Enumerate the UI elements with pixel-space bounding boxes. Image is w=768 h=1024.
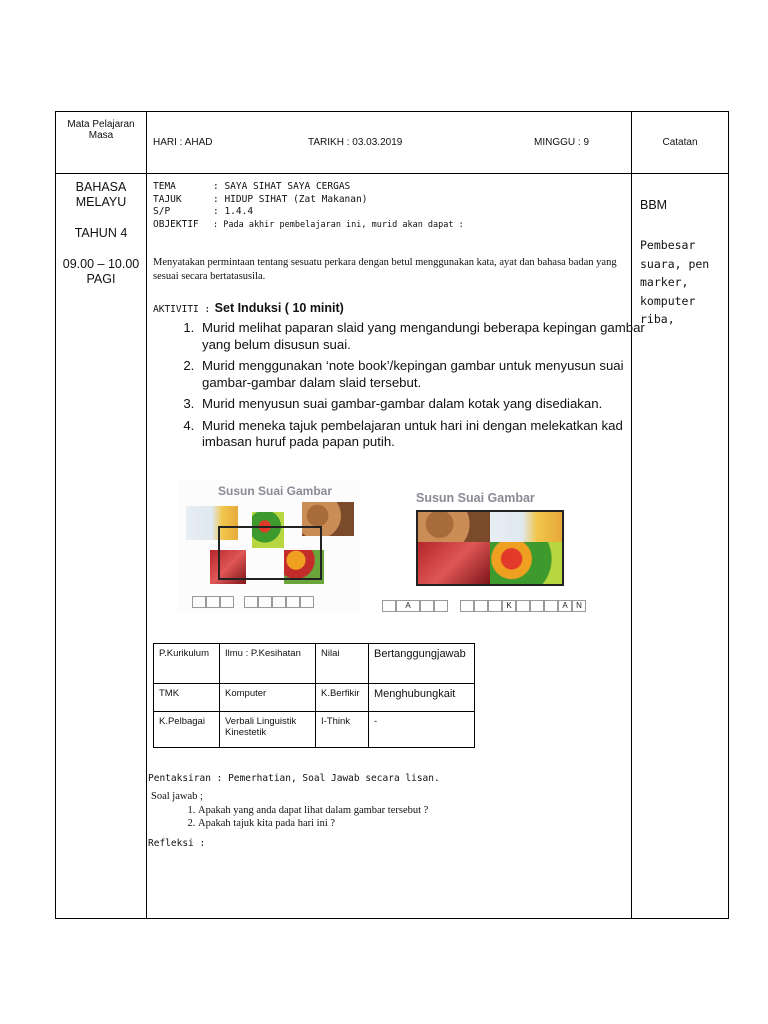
letter-box (220, 596, 234, 608)
letter-box: N (572, 600, 586, 612)
info-row (153, 206, 464, 219)
question-item: 1. Apakah yang anda dapat lihat dalam gambar tersebut ? (198, 804, 428, 817)
letter-box (530, 600, 544, 612)
table-divider-1 (146, 111, 147, 919)
year-label: TAHUN 4 (74, 226, 128, 240)
table-cell: TMK (154, 684, 220, 712)
assessment-text: Pentaksiran : Pemerhatian, Soal Jawab secara lisan. (148, 773, 440, 784)
curriculum-table (153, 643, 475, 748)
letter-box (286, 596, 300, 608)
table-cell: K.Berfikir (316, 684, 369, 712)
slide-image-right (380, 488, 580, 616)
activity-step: 2. Murid menggunakan ‘note book’/kepingan gambar untuk menyusun suai gambar-gambar dalam slaid tersebut. (198, 358, 660, 391)
info-label: TAJUK (153, 193, 182, 205)
info-label: OBJEKTIF (153, 218, 199, 230)
letter-box (544, 600, 558, 612)
soal-label: Soal jawab ; (151, 791, 203, 802)
table-cell: Komputer (220, 684, 316, 712)
question-list (158, 804, 428, 830)
slide-left-title: Susun Suai Gambar (218, 484, 333, 498)
slide-right-title: Susun Suai Gambar (416, 491, 535, 505)
table-border-bottom (55, 918, 729, 919)
letter-box (420, 600, 434, 612)
food-collage (416, 510, 564, 586)
notes-bbm: BBM (640, 198, 668, 212)
table-row (154, 684, 475, 712)
activity-step: 4. Murid meneka tajuk pembelajaran untuk hari ini dengan melekatkan kad imbasan huruf pada papan putih. (198, 418, 660, 451)
header-subject-label (56, 119, 146, 141)
meat-photo (418, 542, 490, 584)
time-period: PAGI (86, 272, 116, 286)
info-value: : HIDUP SIHAT (Zat Makanan) (213, 193, 368, 205)
table-cell: Bertanggungjawab (369, 644, 475, 684)
info-value: : Pada akhir pembelajaran ini, murid akan dapat : (213, 219, 464, 230)
header-week: MINGGU : 9 (534, 137, 590, 148)
table-row (154, 712, 475, 748)
slide-image-left (178, 480, 360, 612)
letter-box: A (558, 600, 572, 612)
info-row (153, 194, 464, 207)
table-cell: - (369, 712, 475, 748)
table-cell: Verbali Linguistik Kinestetik (220, 712, 316, 748)
info-value: : 1.4.4 (213, 206, 254, 217)
table-cell: Nilai (316, 644, 369, 684)
header-notes-label: Catatan (662, 137, 698, 148)
table-cell: Ilmu : P.Kesihatan (220, 644, 316, 684)
table-border-right (728, 111, 729, 919)
header-day: HARI : AHAD (153, 137, 213, 148)
left-column (56, 180, 146, 287)
subject-name: BAHASA MELAYU (75, 180, 127, 209)
frame-box (218, 526, 322, 580)
letter-boxes-right (382, 600, 586, 612)
info-value: : SAYA SIHAT SAYA CERGAS (213, 181, 351, 192)
letter-box (206, 596, 220, 608)
table-border-top (55, 111, 729, 112)
activity-steps (160, 320, 660, 456)
info-label: TEMA (153, 181, 176, 192)
letter-box (516, 600, 530, 612)
subject-label-text: Mata Pelajaran (67, 119, 135, 130)
table-cell: I-Think (316, 712, 369, 748)
letter-box (300, 596, 314, 608)
question-item: 2. Apakah tajuk kita pada hari ini ? (198, 817, 428, 830)
letter-box (192, 596, 206, 608)
letter-box: K (502, 600, 516, 612)
header-date: TARIKH : 03.03.2019 (308, 137, 403, 148)
time-range: 09.00 – 10.00 (62, 257, 140, 271)
objective-text: Menyatakan permintaan tentang sesuatu perkara dengan betul menggunakan kata, ayat dan bahasa badan yang sesuai secara bertatasusila. (153, 257, 617, 282)
letter-box (460, 600, 474, 612)
activity-heading (153, 299, 344, 317)
letter-box (434, 600, 448, 612)
info-block (153, 181, 464, 231)
activity-title: Set Induksi ( 10 minit) (214, 301, 344, 315)
letter-box (382, 600, 396, 612)
info-label: S/P (153, 206, 171, 217)
activity-label: AKTIVITI : (153, 304, 211, 315)
table-cell: Menghubungkait (369, 684, 475, 712)
time-label-text: Masa (88, 130, 114, 141)
notes-items: Pembesar suara, pen marker, komputer riba, (640, 238, 710, 326)
fruit-veg-photo (490, 542, 562, 584)
activity-step: 3. Murid menyusun suai gambar-gambar dalam kotak yang disediakan. (198, 396, 660, 413)
info-row (153, 181, 464, 194)
table-divider-2 (631, 111, 632, 919)
dairy-photo (490, 512, 562, 542)
letter-box (272, 596, 286, 608)
reflection-label: Refleksi : (148, 838, 206, 849)
activity-step: 1. Murid melihat paparan slaid yang mengandungi beberapa kepingan gambar yang belum disusun suai. (198, 320, 660, 353)
table-border-header-bottom (55, 173, 729, 174)
letter-boxes-left (192, 596, 314, 608)
letter-box: A (396, 600, 420, 612)
letter-box (488, 600, 502, 612)
letter-box (258, 596, 272, 608)
table-cell: P.Kurikulum (154, 644, 220, 684)
info-row (153, 219, 464, 232)
letter-box (474, 600, 488, 612)
table-cell: K.Pelbagai (154, 712, 220, 748)
table-row (154, 644, 475, 684)
nuts-photo (418, 512, 490, 542)
letter-box (244, 596, 258, 608)
